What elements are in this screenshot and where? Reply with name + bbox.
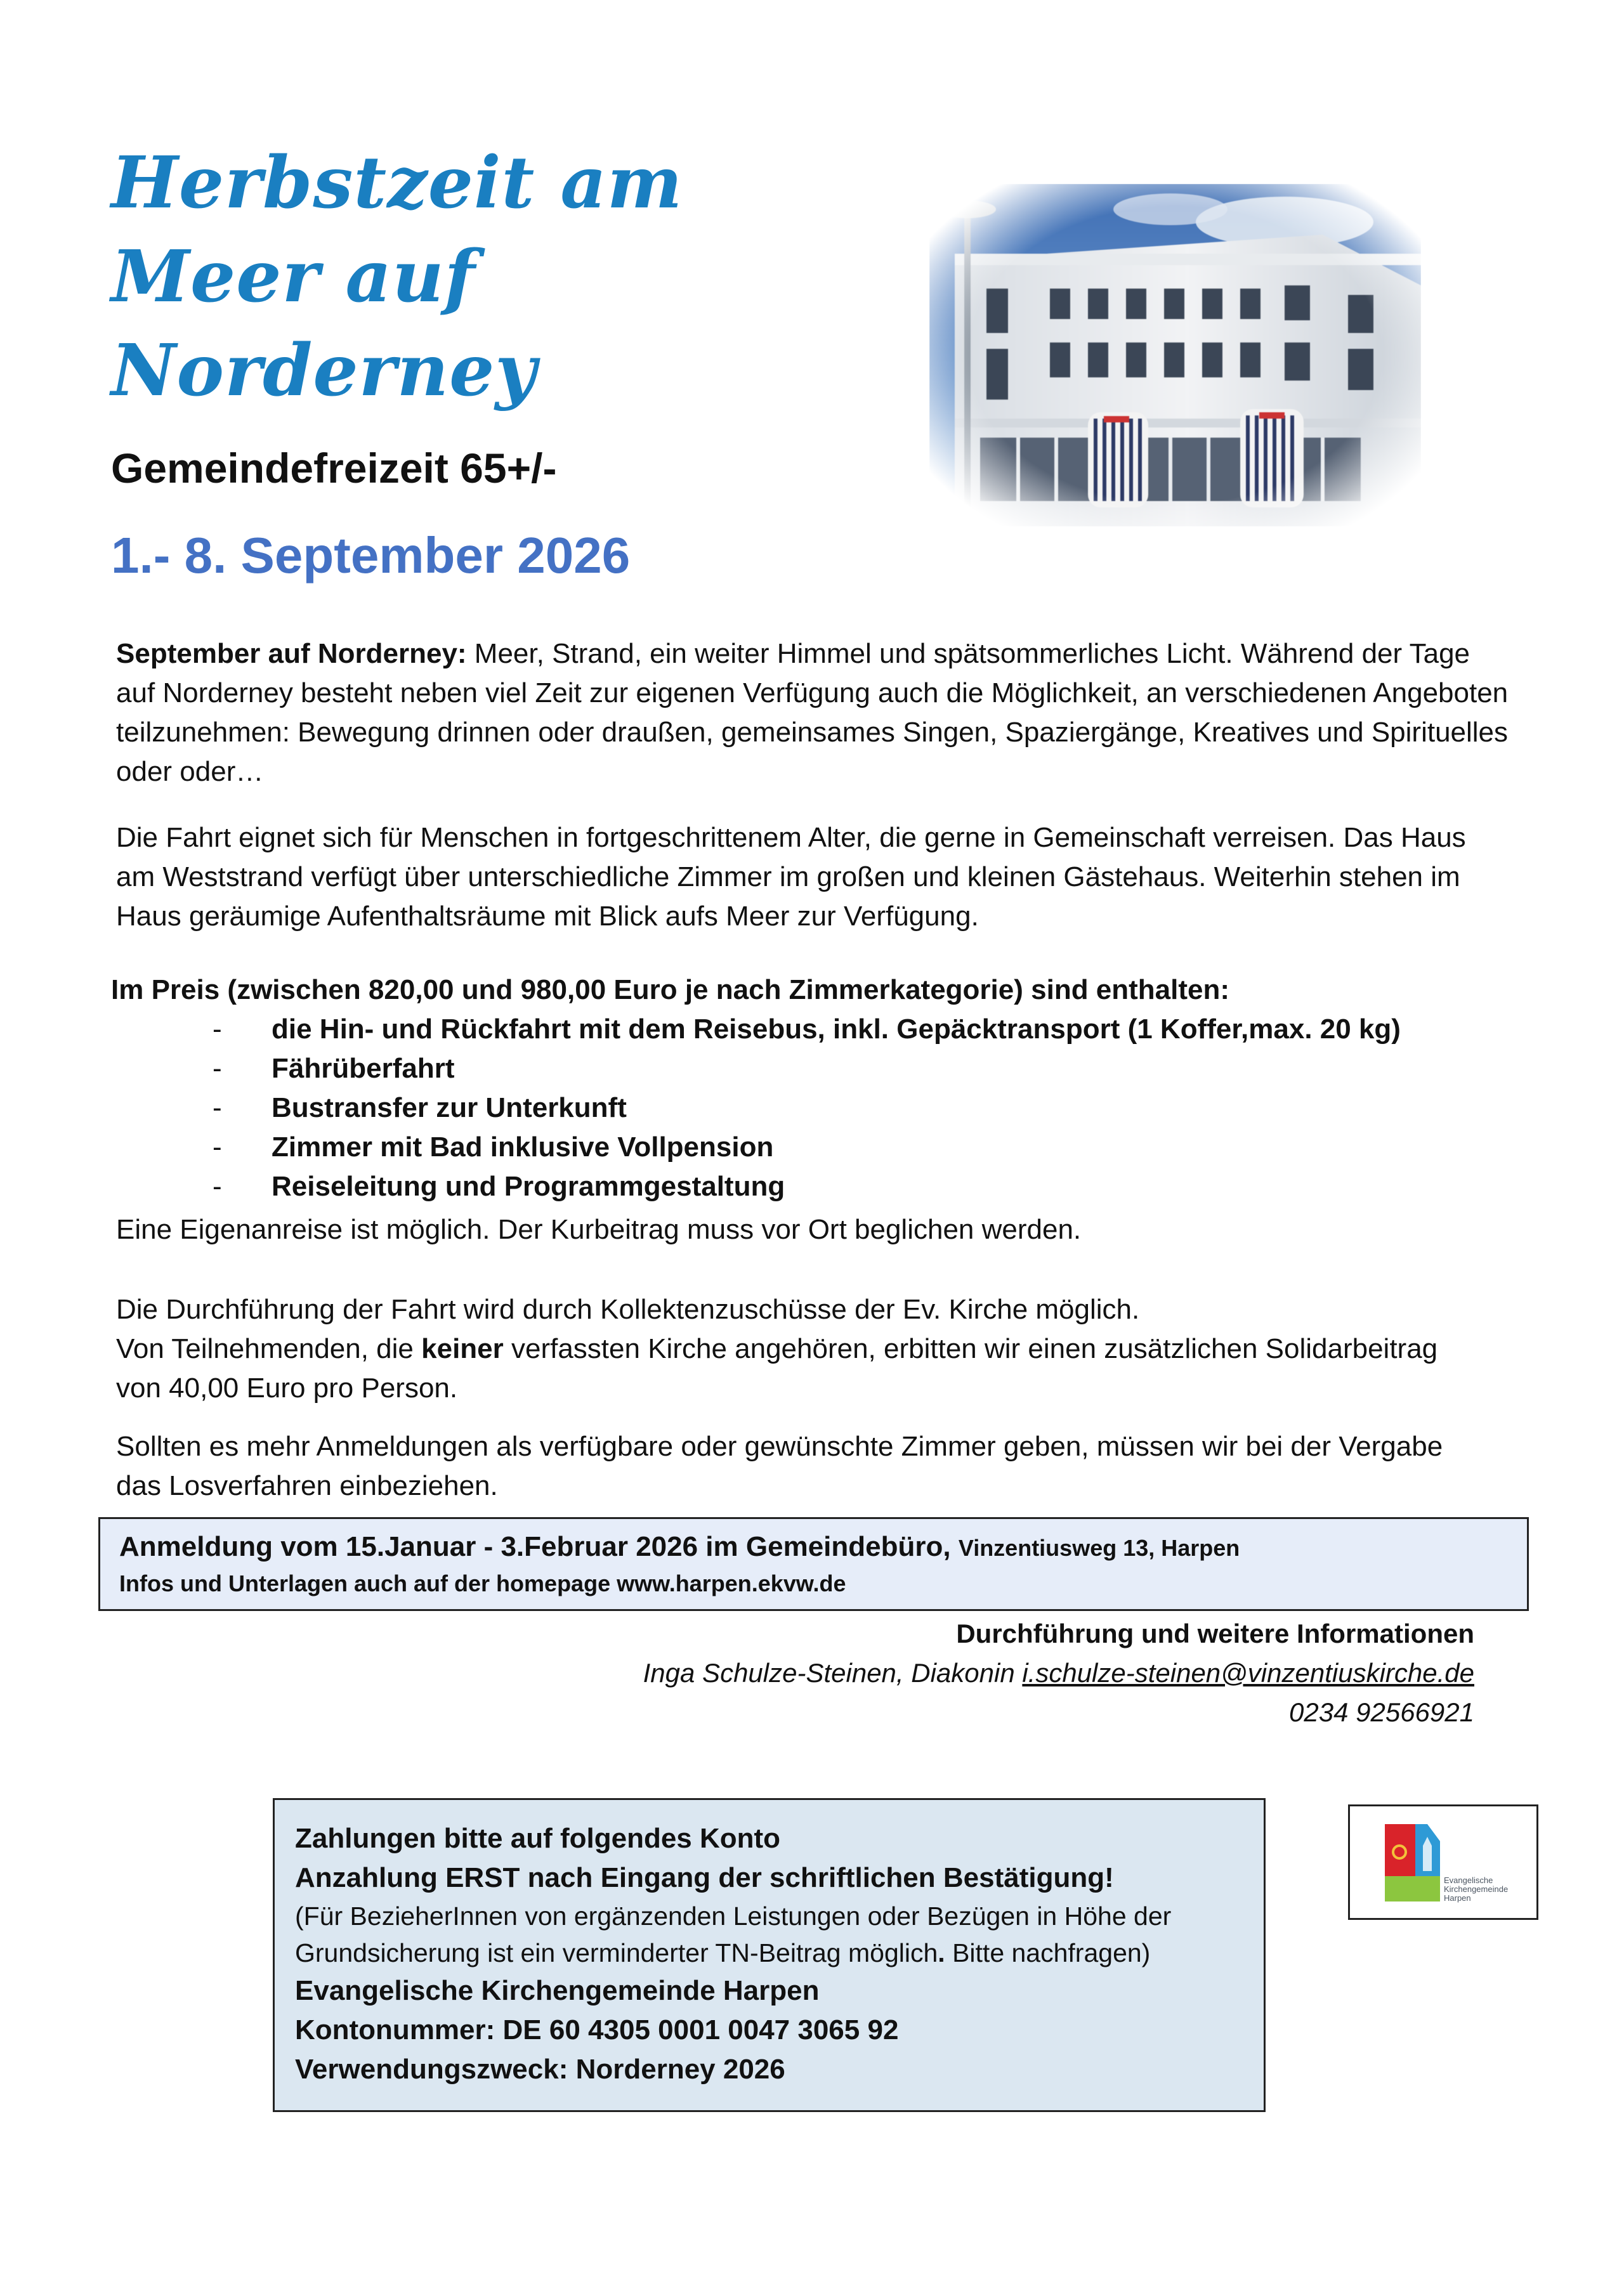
funding-line-2: Von Teilnehmenden, die keiner verfassten Kirche angehören, erbitten wir einen zusätzlichen Solidarbeitrag von 40,00 Euro pro Person. — [116, 1333, 1438, 1404]
list-item: - Reiseleitung und Programmgestaltung — [213, 1171, 785, 1202]
email-link[interactable]: i.schulze-steinen@vinzentiuskirche.de — [1022, 1658, 1474, 1688]
title-line-3: Norderney — [111, 329, 537, 412]
contact-person: Inga Schulze-Steinen, Diakonin i.schulze-steinen@vinzentiuskirche.de — [643, 1658, 1474, 1688]
payment-purpose: Verwendungszweck: Norderney 2026 — [295, 2054, 785, 2085]
intro-paragraph — [116, 634, 1512, 792]
church-logo-icon — [1350, 1806, 1540, 1922]
event-dates: 1.- 8. September 2026 — [111, 527, 631, 584]
account-number: Kontonummer: DE 60 4305 0001 0047 3065 92 — [295, 2014, 899, 2045]
hotel-building-photo — [929, 184, 1421, 526]
list-item: - Fährüberfahrt — [213, 1053, 455, 1084]
self-travel-note: Eine Eigenanreise ist möglich. Der Kurbeitrag muss vor Ort beglichen werden. — [116, 1214, 1082, 1245]
list-item: - Bustransfer zur Unterkunft — [213, 1092, 627, 1123]
intro-lead: September auf Norderney: — [116, 638, 467, 669]
list-item: - die Hin- und Rückfahrt mit dem Reisebus, inkl. Gepäcktransport (1 Koffer,max. 20 kg) — [213, 1014, 1401, 1045]
logo-text: Evangelische Kirchengemeinde Harpen — [1444, 1875, 1509, 1903]
church-logo — [1348, 1804, 1538, 1920]
flyer-title — [111, 136, 860, 418]
account-holder: Evangelische Kirchengemeinde Harpen — [295, 1975, 820, 2006]
registration-dates: Anmeldung vom 15.Januar - 3.Februar 2026 im Gemeindebüro, Vinzentiusweg 13, Harpen — [119, 1531, 1240, 1562]
price-heading: Im Preis (zwischen 820,00 und 980,00 Euro je nach Zimmerkategorie) sind enthalten: — [111, 974, 1230, 1005]
payment-box — [273, 1798, 1266, 2112]
subtitle: Gemeindefreizeit 65+/- — [111, 445, 557, 492]
title-line-2: Meer auf — [111, 235, 476, 318]
lottery-paragraph: Sollten es mehr Anmeldungen als verfügbare oder gewünschte Zimmer geben, müssen wir bei der Vergabe das Losverfahren einbeziehen. — [116, 1431, 1443, 1501]
included-list — [111, 1010, 1538, 1206]
payment-note: (Für BezieherInnen von ergänzenden Leistungen oder Bezügen in Höhe der Grundsicherung ist ein verminderter TN-Beitrag möglich. Bitte nachfragen) — [295, 1901, 1172, 1967]
payment-line-1: Zahlungen bitte auf folgendes Konto — [295, 1823, 781, 1854]
intro-text: Meer, Strand, ein weiter Himmel und spätsommerliches Licht. Während der Tage auf Norderney besteht neben viel Zeit zur eigenen Verfügung auch die Möglichkeit, an verschiedenen Angeboten teilzunehmen: Bewegung drinnen oder draußen, gemeinsames Singen, Spaziergänge, Kreatives und Spirituelles oder oder… — [116, 638, 1509, 787]
price-section — [111, 970, 1538, 1206]
suitability-paragraph: Die Fahrt eignet sich für Menschen in fortgeschrittenem Alter, die gerne in Gemeinschaft verreisen. Das Haus am Weststrand verfügt über unterschiedliche Zimmer im großen und kleinen Gästehaus. Weiterhin stehen im Haus geräumige Aufenthaltsräume mit Blick aufs Meer zur Verfügung. — [116, 822, 1466, 932]
funding-paragraph — [116, 1290, 1480, 1408]
list-item: - Zimmer mit Bad inklusive Vollpension — [213, 1132, 774, 1163]
payment-line-2: Anzahlung ERST nach Eingang der schriftlichen Bestätigung! — [295, 1862, 1114, 1893]
office-address: Vinzentiusweg 13, Harpen — [958, 1535, 1240, 1561]
funding-line-1: Die Durchführung der Fahrt wird durch Kollektenzuschüsse der Ev. Kirche möglich. — [116, 1294, 1140, 1325]
title-line-1: Herbstzeit am — [111, 141, 683, 225]
contact-info — [643, 1614, 1474, 1732]
homepage-info: Infos und Unterlagen auch auf der homepage www.harpen.ekvw.de — [119, 1570, 846, 1596]
contact-phone: 0234 92566921 — [1289, 1697, 1474, 1727]
contact-heading: Durchführung und weitere Informationen — [956, 1619, 1474, 1648]
registration-box — [98, 1517, 1529, 1611]
